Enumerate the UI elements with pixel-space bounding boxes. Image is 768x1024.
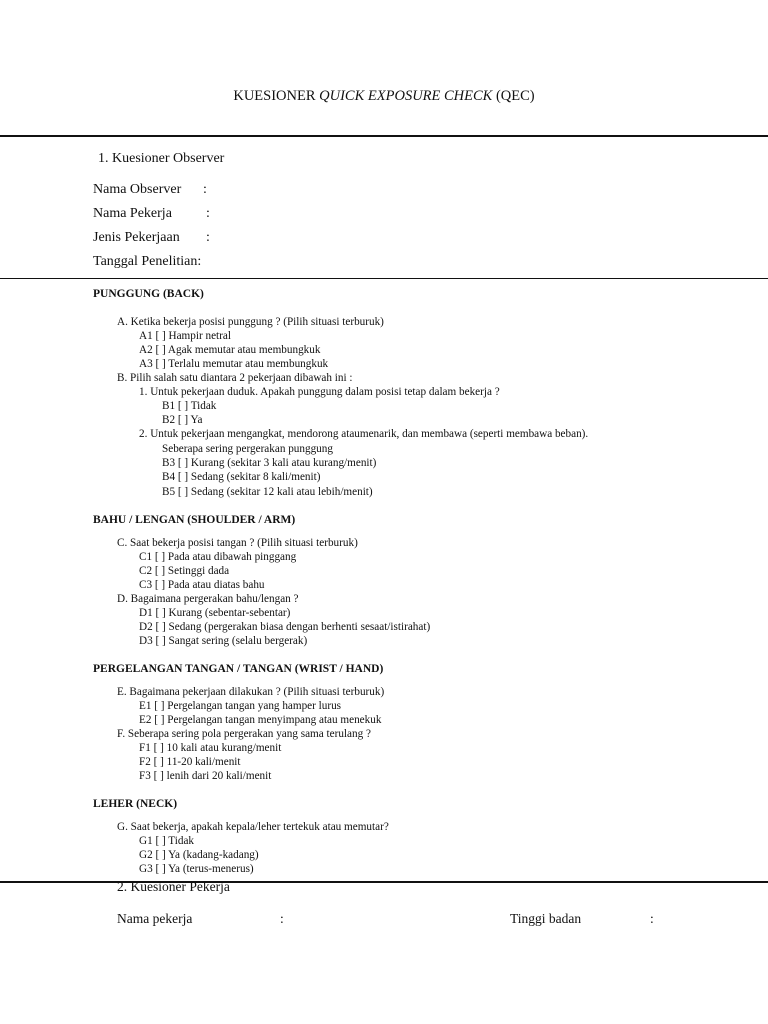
question-b2-line2: Seberapa sering pergerakan punggung	[162, 443, 333, 455]
field-label-pekerja: Nama Pekerja	[93, 206, 172, 221]
option-b1: B1 [ ] Tidak	[162, 400, 217, 412]
arm-heading: BAHU / LENGAN (SHOULDER / ARM)	[93, 514, 296, 526]
option-c1: C1 [ ] Pada atau dibawah pinggang	[139, 551, 297, 563]
option-g3: G3 [ ] Ya (terus-menerus)	[139, 863, 254, 875]
document-title	[0, 88, 768, 105]
option-a3: A3 [ ] Terlalu memutar atau membungkuk	[139, 358, 329, 370]
title-suffix: (QEC)	[492, 88, 535, 104]
option-f2: F2 [ ] 11-20 kali/menit	[139, 756, 241, 768]
option-d3: D3 [ ] Sangat sering (selalu bergerak)	[139, 635, 308, 647]
option-c3: C3 [ ] Pada atau diatas bahu	[139, 579, 265, 591]
title-italic: QUICK EXPOSURE CHECK	[319, 88, 493, 104]
back-heading: PUNGGUNG (BACK)	[93, 288, 204, 300]
field-sep-pekerja: :	[206, 206, 210, 221]
field-sep-jenis: :	[206, 230, 210, 245]
option-b5: B5 [ ] Sedang (sekitar 12 kali atau lebih/menit)	[162, 486, 373, 498]
option-f3: F3 [ ] lenih dari 20 kali/menit	[139, 770, 272, 782]
neck-heading: LEHER (NECK)	[93, 798, 178, 810]
section2-rule	[0, 881, 768, 883]
section1-rule	[0, 278, 768, 279]
option-b3: B3 [ ] Kurang (sekitar 3 kali atau kurang/menit)	[162, 457, 377, 469]
section1-heading: 1. Kuesioner Observer	[98, 151, 225, 166]
option-e2: E2 [ ] Pergelangan tangan menyimpang atau menekuk	[139, 714, 382, 726]
question-g: G. Saat bekerja, apakah kepala/leher tertekuk atau memutar?	[117, 821, 389, 833]
question-a: A. Ketika bekerja posisi punggung ? (Pilih situasi terburuk)	[117, 316, 384, 328]
option-a1: A1 [ ] Hampir netral	[139, 330, 231, 342]
option-f1: F1 [ ] 10 kali atau kurang/menit	[139, 742, 282, 754]
field-label-tinggi-badan: Tinggi badan	[510, 911, 582, 926]
option-g1: G1 [ ] Tidak	[139, 835, 195, 847]
field-sep-observer: :	[203, 182, 207, 197]
question-b2: 2. Untuk pekerjaan mengangkat, mendorong ataumenarik, dan membawa (seperti membawa beban).	[139, 428, 589, 440]
field-label-observer: Nama Observer	[93, 182, 182, 197]
option-e1: E1 [ ] Pergelangan tangan yang hamper lurus	[139, 700, 342, 712]
field-label-tanggal: Tanggal Penelitian:	[93, 254, 202, 269]
section2-heading: 2. Kuesioner Pekerja	[117, 879, 230, 894]
option-g2: G2 [ ] Ya (kadang-kadang)	[139, 849, 259, 861]
field-sep-nama-pekerja: :	[280, 911, 284, 926]
field-sep-tinggi-badan: :	[650, 911, 654, 926]
option-a2: A2 [ ] Agak memutar atau membungkuk	[139, 344, 321, 356]
option-b4: B4 [ ] Sedang (sekitar 8 kali/menit)	[162, 471, 321, 483]
wrist-heading: PERGELANGAN TANGAN / TANGAN (WRIST / HAND)	[93, 663, 384, 675]
question-b1: 1. Untuk pekerjaan duduk. Apakah punggung dalam posisi tetap dalam bekerja ?	[139, 386, 500, 398]
question-c: C. Saat bekerja posisi tangan ? (Pilih situasi terburuk)	[117, 537, 358, 549]
title-prefix: KUESIONER	[233, 88, 320, 104]
option-d2: D2 [ ] Sedang (pergerakan biasa dengan berhenti sesaat/istirahat)	[139, 621, 431, 633]
option-c2: C2 [ ] Setinggi dada	[139, 565, 230, 577]
question-f: F. Seberapa sering pola pergerakan yang sama terulang ?	[117, 728, 371, 740]
question-b: B. Pilih salah satu diantara 2 pekerjaan dibawah ini :	[117, 372, 353, 384]
option-b2: B2 [ ] Ya	[162, 414, 203, 426]
field-label-jenis: Jenis Pekerjaan	[93, 230, 180, 245]
field-label-nama-pekerja: Nama pekerja	[117, 911, 193, 926]
option-d1: D1 [ ] Kurang (sebentar-sebentar)	[139, 607, 291, 619]
question-d: D. Bagaimana pergerakan bahu/lengan ?	[117, 593, 299, 605]
question-e: E. Bagaimana pekerjaan dilakukan ? (Pilih situasi terburuk)	[117, 686, 385, 698]
top-rule	[0, 135, 768, 137]
